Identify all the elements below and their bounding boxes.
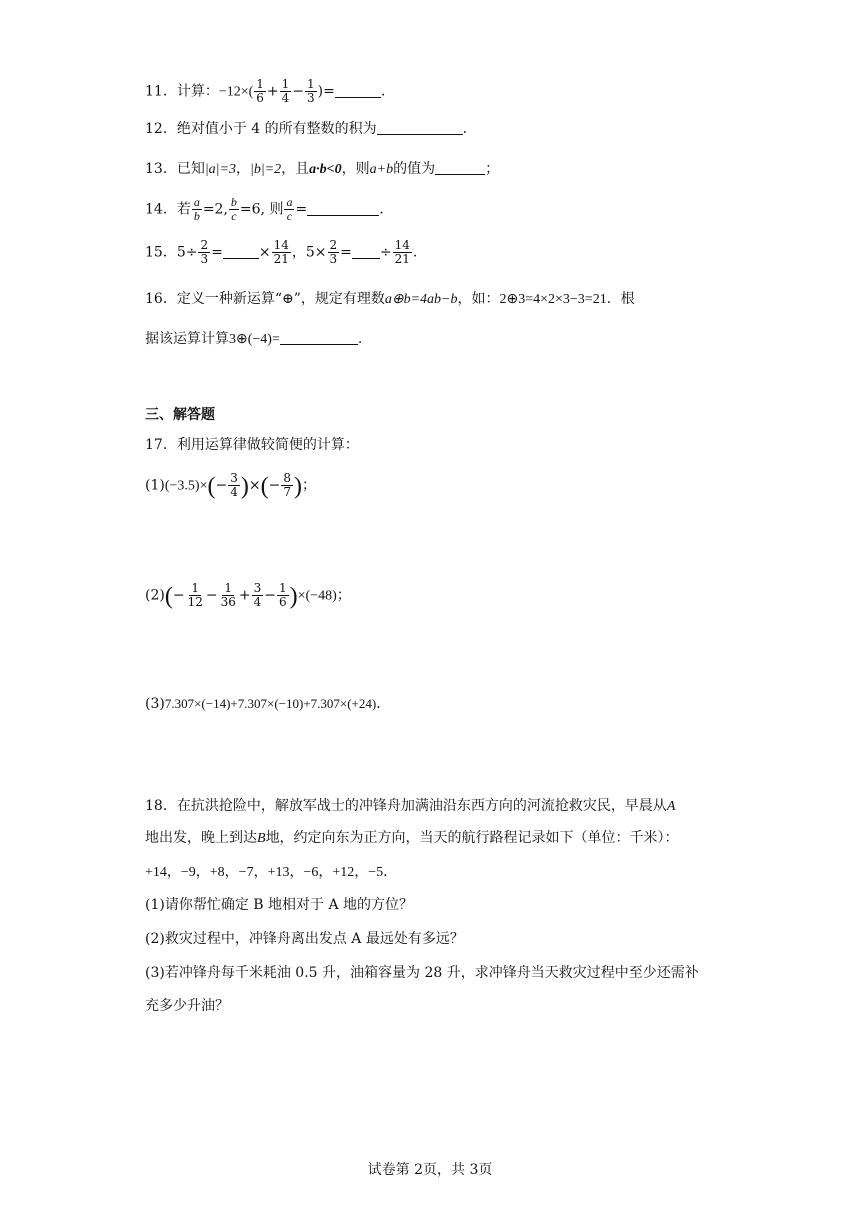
q17-p2-frac-1 <box>186 582 205 609</box>
q11-n1: 1 <box>256 77 264 91</box>
q14-end: . <box>379 201 384 218</box>
question-14 <box>145 196 384 223</box>
q17-p1-d1: 4 <box>230 485 238 499</box>
q16-line1: 16．定义一种新运算“⊕”，规定有理数 <box>145 291 385 307</box>
q18-sub-2: (2)救灾过程中，冲锋舟离出发点 A 最远处有多远？ <box>145 931 464 947</box>
question-17-part-3 <box>145 693 390 713</box>
q17-p2-label: (2) <box>145 587 165 604</box>
q15-p1: 5÷ <box>176 244 198 261</box>
q15-d4: 21 <box>394 252 410 266</box>
q16-end: . <box>357 331 363 347</box>
q15-p2: 5× <box>305 244 327 261</box>
q16-expr: 3⊕(−4)= <box>229 332 280 347</box>
q17-p2-frac-4 <box>277 582 289 609</box>
q17-p2-n1: 1 <box>191 581 200 595</box>
q13-cond3: a·b<0 <box>309 162 342 177</box>
q11-n2: 1 <box>281 77 290 91</box>
right-paren: ) <box>293 473 302 500</box>
q15-eq2: = <box>340 244 352 261</box>
q15-n2: 14 <box>273 238 289 252</box>
q16-line2-prefix: 据该运算计算 <box>145 331 229 347</box>
q17-p2-tail: ×(−48) <box>297 588 337 604</box>
q11-expr-prefix: −12×( <box>218 84 254 100</box>
q14-eq2: =6, 则 <box>239 201 284 218</box>
q13-expr: a+b <box>369 162 394 177</box>
answer-blank <box>280 330 358 345</box>
question-15 <box>145 239 417 266</box>
question-16-line-2 <box>145 328 362 348</box>
q15-d1: 3 <box>200 252 209 266</box>
q17-p2-d2: 36 <box>220 595 236 609</box>
q18-line2b: 地，约定向东为正方向，当天的航行路程记录如下（单位：千米）： <box>265 830 679 846</box>
q18-line2a: 地出发，晚上到达 <box>145 830 257 846</box>
answer-blank <box>335 83 381 98</box>
q14-f3n: a <box>286 195 293 209</box>
q17-p2-d1: 12 <box>187 595 203 609</box>
q15-d2: 21 <box>273 252 289 266</box>
q15-label: 15． <box>145 244 177 261</box>
q11-n3: 1 <box>307 77 315 91</box>
q14-f2n: b <box>230 195 237 209</box>
q14-f1n: a <box>193 195 200 209</box>
q11-frac-1 <box>254 78 266 105</box>
q15-frac-1 <box>198 239 210 266</box>
q16-example: 2⊕3=4×2×3−3=21 <box>499 292 607 307</box>
question-11 <box>145 78 385 105</box>
q14-f2d: c <box>231 209 237 223</box>
q17-p2-frac-2 <box>219 582 238 609</box>
q13-label: 13．已知 <box>145 161 205 177</box>
q18-sub-3-line-1: (3)若冲锋舟每千米耗油 0.5 升，油箱容量为 28 升，求冲锋舟当天救灾过程中至少还需补 <box>145 965 699 981</box>
q17-p1-b: × <box>248 477 261 494</box>
q14-frac-2 <box>229 196 239 223</box>
q15-frac-3 <box>328 239 340 266</box>
q16-definition: a⊕b=4ab−b <box>384 292 458 307</box>
q14-f1d: b <box>193 209 200 223</box>
q11-end: . <box>380 83 386 100</box>
q11-expr-suffix: )= <box>317 83 335 100</box>
left-paren: ( <box>164 583 173 610</box>
q14-label: 14．若 <box>145 201 191 218</box>
q17-p1-d2: 7 <box>283 485 291 499</box>
q17-p2-frac-3 <box>252 582 264 609</box>
q13-then: ，则 <box>341 161 370 177</box>
q13-end: ； <box>485 161 500 177</box>
q18-line1: 18．在抗洪抢险中，解放军战士的冲锋舟加满油沿东西方向的河流抢救灾民，早晨从 <box>145 798 667 814</box>
q14-f3d: c <box>286 209 293 223</box>
answer-blank <box>377 120 463 135</box>
q11-d2: 4 <box>281 91 290 105</box>
q15-sep: ， <box>291 244 306 261</box>
q18-sub-3-line-2: 充多少升油？ <box>145 998 229 1014</box>
q18-sub-1: (1)请你帮忙确定 B 地相对于 A 地的方位？ <box>145 897 414 913</box>
q17-p2-n2: 1 <box>224 581 233 595</box>
q13-mid: ，且 <box>281 161 310 177</box>
q13-cond2: |b|=2 <box>249 162 282 177</box>
q11-frac-3 <box>305 78 317 105</box>
page-footer: 试卷第 2页，共 3页 <box>367 1162 493 1178</box>
question-18-line-1 <box>145 795 675 815</box>
q18-var-b: B <box>257 831 266 846</box>
right-paren: ) <box>289 583 298 610</box>
q11-frac-2 <box>280 78 292 105</box>
q17-p2-n3: 3 <box>253 581 262 595</box>
q17-p1-label: (1) <box>145 477 165 494</box>
q12-end: . <box>462 121 468 137</box>
q13-comma: ， <box>235 161 250 177</box>
answer-blank <box>223 244 259 259</box>
right-paren: ) <box>240 473 249 500</box>
q13-cond1: |a|=3 <box>204 162 236 177</box>
q17-p2-d4: 6 <box>278 595 287 609</box>
q15-frac-2 <box>272 239 291 266</box>
q17-p3-end: ． <box>376 696 391 712</box>
q15-d3: 3 <box>329 252 338 266</box>
q17-p2-end: ； <box>336 587 351 604</box>
q15-times: × <box>258 244 271 261</box>
section-title: 三、解答题 <box>145 406 215 422</box>
q15-frac-4 <box>393 239 412 266</box>
q17-p1-n2: 8 <box>283 471 291 485</box>
q11-label: 11．计算： <box>145 83 219 100</box>
q18-records: +14，−9，+8，−7，+13，−6，+12，−5． <box>145 865 398 880</box>
answer-blank <box>307 201 379 216</box>
q15-end: . <box>412 244 418 261</box>
q17-p3-label: (3) <box>145 696 165 712</box>
question-17-part-2: (2)(− $\frac{1}{12}$ − $\frac{1}{36}$ + $\frac{3}{4}$ − $\frac{1}{6}$ )×(−48)； <box>145 581 351 610</box>
q17-p1-frac-2 <box>281 472 293 499</box>
q15-eq1: = <box>211 244 223 261</box>
q16-ex-end: ．根 <box>606 291 635 307</box>
q15-div: ÷ <box>379 244 392 261</box>
q11-d3: 3 <box>307 91 315 105</box>
question-17-title: 17．利用运算律做较简便的计算： <box>145 437 359 453</box>
q18-var-a: A <box>666 799 676 814</box>
q14-eq1: =2, <box>202 201 228 218</box>
q11-d1: 6 <box>256 91 264 105</box>
left-paren: ( <box>207 473 216 500</box>
answer-blank <box>352 244 380 259</box>
question-12 <box>145 118 467 138</box>
q14-frac-3 <box>284 196 294 223</box>
q17-p1-n1: 3 <box>230 471 238 485</box>
question-17-part-1: (1)(−3.5)×(− $\frac{3}{4}$ )×(− $\frac{8}{7}$ )； <box>145 471 316 500</box>
q15-n1: 2 <box>200 238 209 252</box>
q15-n3: 2 <box>329 238 338 252</box>
question-16-line-1 <box>145 288 635 308</box>
q16-ex: ，如： <box>457 291 500 307</box>
q12-text: 12．绝对值小于 4 的所有整数的积为 <box>145 121 377 137</box>
q17-p1-a: (−3.5)× <box>164 478 208 494</box>
q14-eq3: = <box>295 201 308 218</box>
q17-p2-n4: 1 <box>278 581 287 595</box>
q11-plus: + <box>266 83 279 100</box>
q17-p2-d3: 4 <box>253 595 262 609</box>
left-paren: ( <box>260 473 269 500</box>
question-13 <box>145 158 499 178</box>
answer-blank <box>435 160 485 175</box>
q13-tail: 的值为 <box>393 161 436 177</box>
q17-p3-expr: 7.307×(−14)+7.307×(−10)+7.307×(+24) <box>164 696 377 711</box>
q14-frac-1 <box>192 196 202 223</box>
q15-n4: 14 <box>394 238 410 252</box>
question-18-line-2 <box>145 827 679 847</box>
q11-minus: − <box>292 83 305 100</box>
q17-p1-end: ； <box>301 477 316 494</box>
q17-p1-frac-1 <box>228 472 240 499</box>
